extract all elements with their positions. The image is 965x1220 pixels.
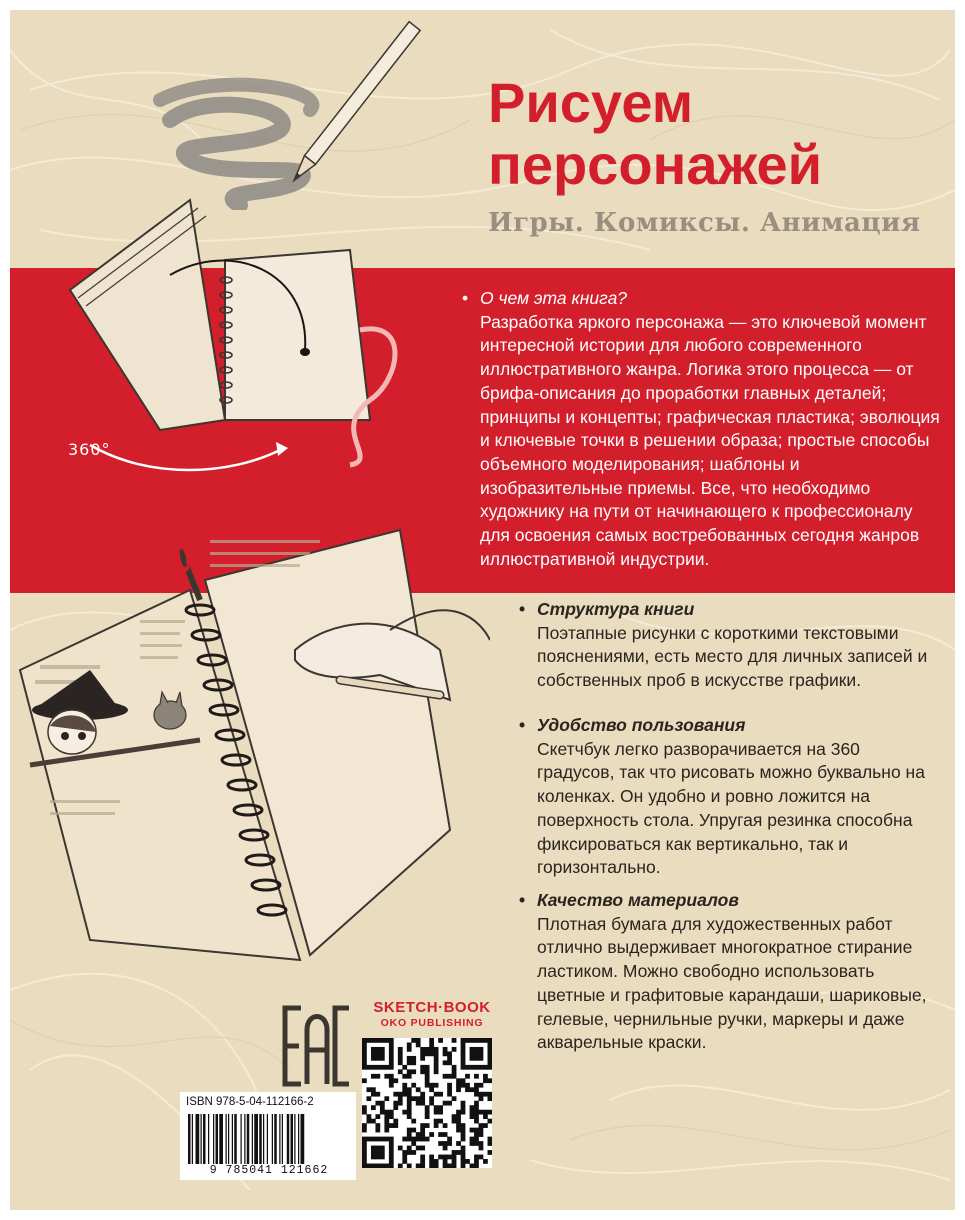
book-subtitle: Игры. Комиксы. Анимация — [488, 208, 921, 238]
book-title — [488, 72, 822, 196]
bullet-icon: • — [462, 288, 469, 308]
bullet-icon: • — [519, 715, 526, 735]
section-heading: Структура книги — [537, 599, 695, 619]
title-line-2: персонажей — [488, 133, 823, 196]
section-convenience — [519, 714, 939, 880]
qr-code-icon — [362, 1038, 492, 1168]
section-body: Скетчбук легко разворачивается на 360 градусов, так что рисовать можно буквально на коленках. Он удобно и ровно ложится на поверхность стола. Упругая резинка способна фиксироваться как вертикально, так и горизонтально. — [537, 738, 925, 878]
bullet-icon: • — [519, 890, 526, 910]
book-back-cover — [10, 10, 955, 1210]
section-heading: О чем эта книга? — [480, 288, 628, 308]
bullet-icon: • — [519, 599, 526, 619]
section-heading: Удобство пользования — [537, 715, 746, 735]
section-body: Разработка яркого персонажа — это ключевой момент интересной истории для любого современного иллюстративного жанра. Логика этого процесса — от брифа-описания до проработки главных деталей; принципы и концепты; графическая пластика; эволюция и ключевые точки в решении образа; простые способы объемного моделирования; шаблоны и изобразительные приемы. Все, что необходимо художнику на пути от начинающего к профессионалу для освоения самых востребованных сегодня жанров иллюстративной индустрии. — [480, 311, 940, 569]
section-quality — [519, 889, 939, 1055]
barcode-icon — [186, 1114, 352, 1164]
title-line-1: Рисуем — [488, 71, 694, 134]
section-heading: Качество материалов — [537, 890, 739, 910]
section-structure — [519, 598, 939, 693]
rotation-360-label: 360° — [68, 440, 111, 459]
section-about-book — [462, 287, 942, 571]
open-sketchbook-illustration — [10, 500, 490, 980]
isbn-barcode-block — [180, 1092, 356, 1180]
ean-digits: 9 785041 121662 — [209, 1164, 329, 1177]
eac-conformity-icon — [281, 1000, 353, 1092]
publisher-imprint: OKO PUBLISHING — [380, 1017, 484, 1029]
isbn-text: ISBN 978-5-04-112166-2 — [186, 1096, 314, 1108]
section-body: Поэтапные рисунки с короткими текстовыми пояснениями, есть место для личных записей и собственных проб в искусстве графики. — [537, 622, 928, 691]
publisher-logo — [362, 999, 502, 1029]
publisher-brand: SKETCH·BOOK — [373, 999, 491, 1016]
section-body: Плотная бумага для художественных работ отлично выдерживает многократное стирание ластиком. Можно свободно использовать цветные и графитовые карандаши, шариковые, гелевые, чернильные ручки, маркеры и даже акварельные краски. — [537, 913, 927, 1053]
